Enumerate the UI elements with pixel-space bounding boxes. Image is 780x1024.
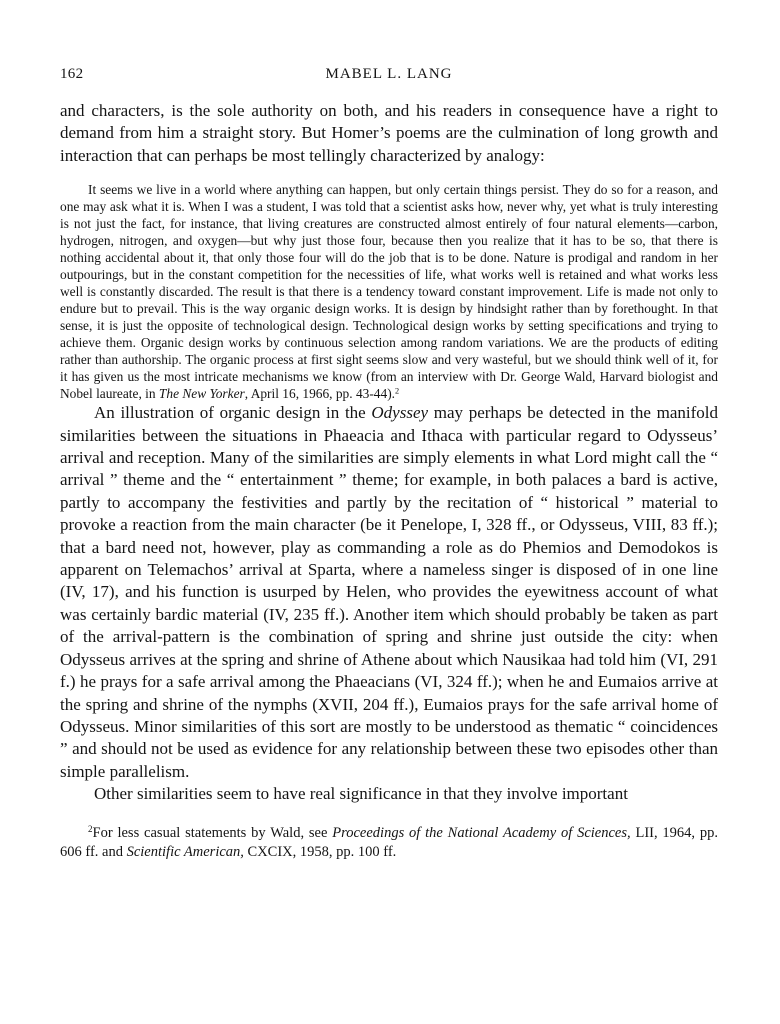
running-head: MABEL L. LANG — [325, 66, 453, 82]
quote-body: It seems we live in a world where anything can happen, but only certain things persist. They do so for a reason, and one may ask what it is. When I was a student, I was told that a scientist asks how, never why, yet what is truly interesting is not just the fact, for instance, that living creatures are constructed almost entirely of four natural elements—carbon, hydrogen, nitrogen, and oxygen—but why just those four, because then you realize that it has to be so, that there is nothing accidental about it, that only those four will do the job that is to be done. Nature is prodigal and random in her outpourings, but in the constant competition for the necessities of life, what works well is retained and what works less well is constantly discarded. The result is that there is a tendency toward constant improvement. Life is made not only to endure but to prevail. This is the way organic design works. It is design by hindsight rather than by forethought. In that sense, it is just the opposite of technological design. Technological design works by setting specifications and trying to achieve them. Organic design works by continuous selection among random variations. We are the products of editing rather than authorship. The organic process at first sight seems slow and very wasteful, but we should think well of it, for it has given us the most intricate mechanisms we know (from an interview with Dr. George Wald, Harvard biologist and Nobel laureate, in — [60, 182, 718, 402]
footnote — [60, 824, 718, 862]
footnote-mid: LII, 1964, pp. 606 ff. and — [60, 824, 719, 860]
last-paragraph: Other similarities seem to have real significance in that they involve important — [94, 784, 628, 804]
footnote-journal-1: Proceedings of the National Academy of Sciences, — [332, 824, 631, 841]
main-text-after: may perhaps be detected in the manifold similarities between the situations in Phaeacia and Ithaca with particular regard to Odysseus’ arrival and reception. Many of the similarities are simply elements in what Lord might call the “ arrival ” theme and the “ entertainment ” theme; for example, in both palaces a bard is active, partly to accompany the festivities and partly by the recitation of “ historical ” material to provoke a reaction from the main character (be it Penelope, I, 328 ff., or Odysseus, VIII, 83 ff.); that a bard need not, however, play as commanding a role as do Phemios and Demodokos is apparent on Telemachos’ arrival at Sparta, where a nameless singer is disposed of in one line (IV, 17), and his function is usurped by Helen, who provides the eyewitness account of what was certainly bardic material (IV, 235 ff.). Another item which should probably be taken as part of the arrival-pattern is the combination of spring and shrine just outside the city: when Odysseus arrives at the spring and shrine of Athene about which Nausikaa had told him (VI, 291 f.) he prays for a safe arrival among the Phaeacians (VI, 324 ff.); when he and Eumaios arrive at the spring and shrine of the nymphs (XVII, 204 ff.), Eumaios prays for the safe arrival home of Odysseus. Minor similarities of this sort are mostly to be understood as thematic “ coincidences ” and should not be used as evidence for any relationship between these two episodes other than simple parallelism. — [60, 403, 718, 781]
footnote-journal-2: Scientific American, — [126, 843, 244, 860]
block-quote — [60, 181, 718, 402]
page — [60, 66, 718, 862]
quote-source-rest: , April 16, 1966, pp. 43-44). — [244, 386, 395, 402]
quote-text — [60, 181, 718, 402]
odyssey-title: Odyssey — [371, 403, 429, 423]
page-header — [60, 66, 718, 88]
footnote-reference: 2 — [395, 386, 400, 396]
main-paragraph — [60, 402, 718, 783]
footnote-tail: CXCIX, 1958, pp. 100 ff. — [247, 843, 397, 860]
main-text-before: An illustration of organic design in the — [94, 403, 366, 423]
footnote-text — [60, 824, 718, 862]
footnote-marker: 2 — [88, 823, 93, 834]
footnote-lead: For less casual statements by Wald, see — [92, 824, 328, 841]
quote-source-title: The New Yorker — [158, 386, 245, 402]
page-number: 162 — [60, 66, 84, 82]
opening-paragraph: and characters, is the sole authority on both, and his readers in consequence have a right to demand from him a straight story. But Homer’s poems are the culmination of long growth and interaction that can perhaps be most tellingly characterized by analogy: — [60, 101, 718, 165]
article-body — [60, 100, 718, 806]
